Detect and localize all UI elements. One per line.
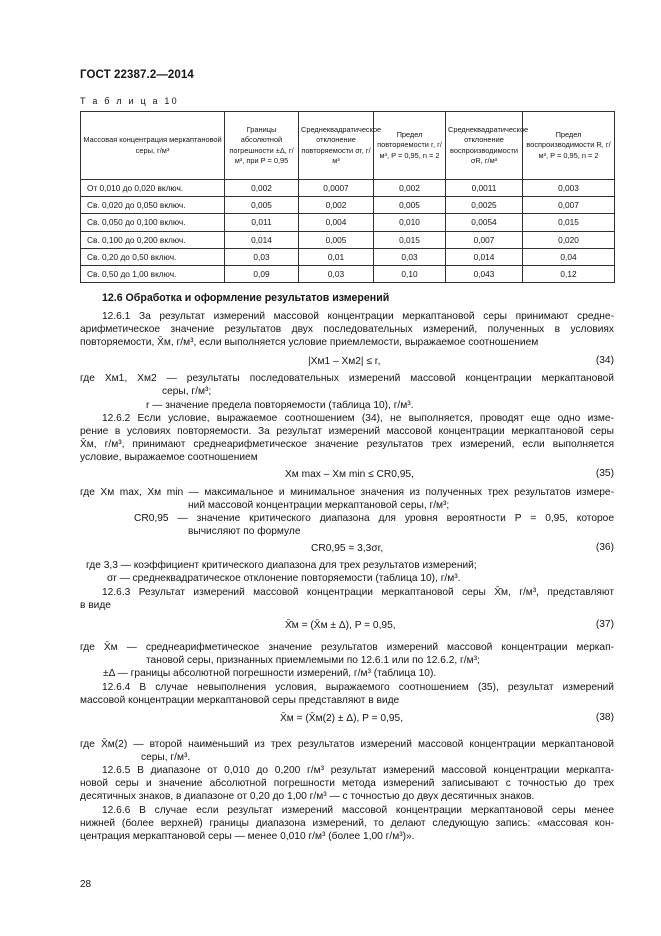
where-line: тановой серы, признанных приемлемыми по 12.6.1 или по 12.6.2, г/м³; — [146, 655, 480, 666]
paragraph-line: рение в условиях повторяемости. За результат измерений массовой концентрации меркаптановой серы — [80, 426, 614, 437]
table-cell: 0,020 — [523, 231, 615, 248]
where-line: где X̄м(2) — второй наименьший из трех результатов измерений массовой концентрации меркаптановой — [80, 739, 614, 750]
table-cell: 0,014 — [446, 248, 523, 265]
table-row — [81, 197, 615, 214]
where-line: где X̄м — среднеарифметическое значение результатов измерений массовой концентрации меркап- — [80, 642, 614, 653]
where-line: ний массовой концентрации меркаптановой серы, г/м³; — [188, 500, 450, 511]
table-cell: 0,03 — [225, 248, 299, 265]
where-line: где Xм1, Xм2 — результаты последовательных измерений массовой концентрации меркаптановой — [80, 373, 614, 384]
equation-number: (37) — [595, 619, 614, 630]
table-cell: 0,0025 — [446, 197, 523, 214]
where-line: где Xм max, Xм min — максимальное и минимальное значения из полученных трех результатов измере- — [80, 487, 614, 498]
where-line: вычисляют по формуле — [188, 526, 301, 537]
table-cell: 0,04 — [523, 248, 615, 265]
equation-number: (34) — [595, 355, 614, 366]
paragraph-line: условие, выражаемое соотношением — [80, 452, 258, 463]
paragraph-line: 12.6.4 В случае невыполнения условия, выражаемого соотношением (35), результат измерений — [102, 682, 614, 693]
table-cell: 0,12 — [523, 265, 615, 282]
table-cell: 0,0007 — [299, 180, 374, 197]
where-line: CR0,95 — значение критического диапазона для уровня вероятности P = 0,95, которое — [134, 513, 614, 524]
equation: X̄̄м = (X̄м ± Δ), P = 0,95, — [285, 620, 396, 631]
table-cell: Св. 0,100 до 0,200 включ. — [81, 231, 225, 248]
table-row — [81, 231, 615, 248]
where-line: r — значение предела повторяемости (таблица 10), г/м³. — [146, 400, 414, 411]
paragraph-line: арифметическое значение результатов двух последовательных измерений, полученных в условиях — [80, 324, 614, 335]
paragraph-line: 12.6.3 Результат измерений массовой концентрации меркаптановой серы X̄̄м, г/м³, представляют — [102, 587, 614, 598]
table-cell: 0,004 — [299, 214, 374, 231]
document-header: ГОСТ 22387.2—2014 — [80, 69, 194, 81]
table-cell: 0,011 — [225, 214, 299, 231]
page-number: 28 — [80, 879, 92, 890]
paragraph-line: X̄м, г/м³, принимают среднеарифметическое значение результатов трех измерений, если выполняется — [80, 439, 614, 450]
where-line: серы, г/м³; — [162, 386, 212, 397]
equation: X̄м = (X̄м(2) ± Δ), P = 0,95, — [280, 713, 404, 724]
table-10 — [80, 111, 615, 283]
paragraph-line: повторяемости, X̄м, г/м³, если выполняется условие приемлемости, выражаемое соотношением — [80, 337, 539, 348]
table-cell: От 0,010 до 0,020 включ. — [81, 180, 225, 197]
table-cell: 0,003 — [523, 180, 615, 197]
paragraph-line: в виде — [80, 600, 111, 611]
col-header: Среднеквадратическое отклонение воспроизводимости σR, г/м³ — [446, 112, 523, 180]
table-cell: 0,0054 — [446, 214, 523, 231]
table-row — [81, 214, 615, 231]
table-cell: 0,002 — [299, 197, 374, 214]
equation: CR0,95 = 3,3σr, — [311, 543, 384, 554]
table-cell: Св. 0,020 до 0,050 включ. — [81, 197, 225, 214]
table-cell: 0,010 — [374, 214, 446, 231]
paragraph-line: 12.6.5 В диапазоне от 0,010 до 0,200 г/м³ результат измерений массовой концентрации меркапта- — [102, 765, 614, 776]
col-header: Предел повторяемости r, г/м³, P = 0,95, n = 2 — [374, 112, 446, 180]
table-cell: 0,03 — [299, 265, 374, 282]
where-line: где 3,3 — коэффициент критического диапазона для трех результатов измерений; — [86, 560, 477, 571]
table-row — [81, 248, 615, 265]
paragraph-line: массовой концентрации меркаптановой серы представляют в виде — [80, 695, 400, 706]
table-cell: Св. 0,050 до 0,100 включ. — [81, 214, 225, 231]
col-header: Предел воспроизводимости R, г/м³, P = 0,95, n = 2 — [523, 112, 615, 180]
table-cell: Св. 0,20 до 0,50 включ. — [81, 248, 225, 265]
col-header: Среднеквадратическое отклонение повторяемости σr, г/м³ — [299, 112, 374, 180]
equation-number: (35) — [595, 468, 614, 479]
table-cell: 0,005 — [299, 231, 374, 248]
table-cell: 0,014 — [225, 231, 299, 248]
table-cell: 0,0011 — [446, 180, 523, 197]
equation: |Xм1 – Xм2| ≤ r, — [308, 356, 381, 367]
col-header: Массовая концентрация меркаптановой серы, г/м³ — [81, 112, 225, 180]
table-header-row — [81, 112, 615, 180]
table-cell: 0,09 — [225, 265, 299, 282]
table-cell: 0,043 — [446, 265, 523, 282]
paragraph-line: 12.6.1 За результат измерений массовой концентрации меркаптановой серы принимают средне- — [102, 311, 614, 322]
table-cell: 0,005 — [374, 197, 446, 214]
table-row — [81, 180, 615, 197]
col-header: Границы абсолютной погрешности ±Δ, г/м³, при P = 0,95 — [225, 112, 299, 180]
where-line: ±Δ — границы абсолютной погрешности измерений, г/м³ (таблица 10). — [103, 668, 437, 679]
table-cell: Св. 0,50 до 1,00 включ. — [81, 265, 225, 282]
table-cell: 0,10 — [374, 265, 446, 282]
table-cell: 0,005 — [225, 197, 299, 214]
equation-number: (38) — [595, 712, 614, 723]
table-cell: 0,007 — [446, 231, 523, 248]
where-line: серы, г/м³. — [141, 752, 191, 763]
paragraph-line: 12.6.2 Если условие, выражаемое соотношением (34), не выполняется, проводят еще одно изме- — [102, 413, 614, 424]
table-cell: 0,002 — [225, 180, 299, 197]
equation-number: (36) — [595, 542, 614, 553]
paragraph-line: десятичных знаков, в диапазоне от 0,20 до 1,00 г/м³ — с точностью до двух десятичных знаков. — [80, 791, 535, 802]
section-heading: 12.6 Обработка и оформление результатов измерений — [102, 292, 390, 304]
table-cell: 0,007 — [523, 197, 615, 214]
paragraph-line: 12.6.6 В случае если результат измерений массовой концентрации меркаптановой серы менее — [102, 805, 614, 816]
paragraph-line: центрация меркаптановой серы — менее 0,010 г/м³ (более 1,00 г/м³)». — [80, 831, 415, 842]
table-label: Т а б л и ц а 10 — [80, 96, 179, 106]
table-row — [81, 265, 615, 282]
table-cell: 0,015 — [374, 231, 446, 248]
paragraph-line: нижней (более верхней) границы диапазона измерений, то делают следующую запись: «массовая кон- — [80, 818, 614, 829]
where-line: σr — среднеквадратическое отклонение повторяемости (таблица 10), г/м³. — [107, 573, 461, 584]
table-cell: 0,03 — [374, 248, 446, 265]
table-cell: 0,015 — [523, 214, 615, 231]
table-cell: 0,002 — [374, 180, 446, 197]
equation: Xм max – Xм min ≤ CR0,95, — [285, 469, 414, 480]
table-cell: 0,01 — [299, 248, 374, 265]
paragraph-line: новой серы и значение абсолютной погрешности метода измерений записывают с точностью до трех — [80, 778, 614, 789]
